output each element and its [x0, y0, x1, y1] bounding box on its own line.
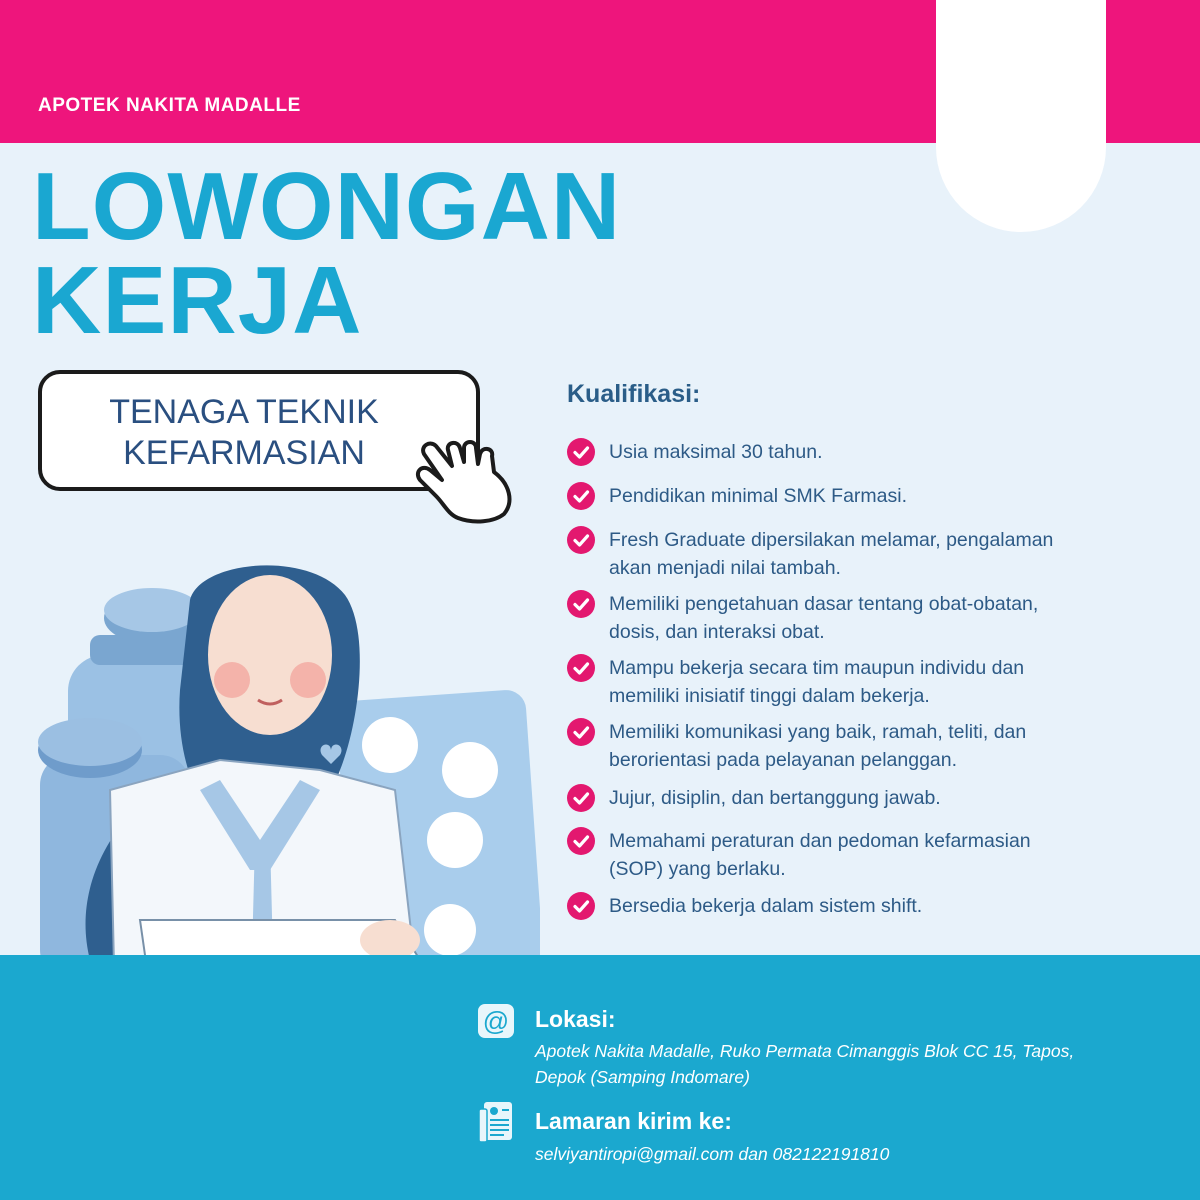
location-address	[535, 1038, 1074, 1090]
qualification-item	[567, 718, 1167, 774]
qualification-text	[609, 892, 922, 920]
check-circle-icon	[567, 482, 595, 510]
qualification-item	[567, 526, 1167, 582]
qualification-line: Pendidikan minimal SMK Farmasi.	[609, 485, 908, 507]
location-address-line-1: Apotek Nakita Madalle, Ruko Permata Cimanggis Blok CC 15, Tapos,	[535, 1041, 1075, 1061]
check-circle-icon	[567, 718, 595, 746]
job-title-line-1: TENAGA TEKNIK	[109, 393, 379, 431]
qualification-line: (SOP) yang berlaku.	[609, 858, 786, 880]
location-address-line-2: Depok (Samping Indomare)	[535, 1067, 750, 1087]
qualification-text	[609, 827, 1031, 883]
svg-text:@: @	[482, 1006, 510, 1036]
qualification-line: Fresh Graduate dipersilakan melamar, pengalaman	[609, 529, 1054, 551]
resume-document-icon	[478, 1101, 514, 1143]
qualification-line: Memahami peraturan dan pedoman kefarmasian	[609, 830, 1031, 852]
check-circle-icon	[567, 892, 595, 920]
qualifications-section	[567, 380, 1167, 917]
qualification-item	[567, 438, 1167, 466]
qualification-item	[567, 590, 1167, 646]
qualification-line: akan menjadi nilai tambah.	[609, 557, 841, 579]
qualification-text	[609, 784, 941, 812]
headline	[32, 153, 622, 354]
apply-title: Lamaran kirim ke:	[535, 1108, 732, 1134]
check-circle-icon	[567, 827, 595, 855]
check-circle-icon	[567, 654, 595, 682]
qualification-text	[609, 526, 1053, 582]
qualification-line: Usia maksimal 30 tahun.	[609, 441, 823, 463]
qualification-text	[609, 438, 823, 466]
qualification-line: Mampu bekerja secara tim maupun individu dan	[609, 657, 1025, 679]
decorative-notch	[936, 0, 1106, 232]
qualification-line: dosis, dan interaksi obat.	[609, 621, 825, 643]
qualification-text	[609, 482, 907, 510]
headline-line-1: LOWONGAN	[32, 153, 622, 260]
headline-line-2: KERJA	[32, 247, 363, 354]
check-circle-icon	[567, 784, 595, 812]
at-icon	[477, 1003, 515, 1039]
apply-contact: selviyantiropi@gmail.com dan 082122191810	[535, 1144, 890, 1164]
qualification-text	[609, 718, 1026, 774]
qualification-text	[609, 590, 1038, 646]
qualification-item	[567, 482, 1167, 510]
check-circle-icon	[567, 590, 595, 618]
qualification-line: Jujur, disiplin, dan bertanggung jawab.	[609, 787, 941, 809]
qualification-line: memiliki inisiatif tinggi dalam bekerja.	[609, 685, 930, 707]
location-title: Lokasi:	[535, 1006, 616, 1032]
qualifications-title: Kualifikasi:	[567, 380, 701, 408]
qualification-line: berorientasi pada pelayanan pelanggan.	[609, 749, 958, 771]
pointing-hand-icon	[414, 432, 518, 524]
qualification-line: Memiliki komunikasi yang baik, ramah, teliti, dan	[609, 721, 1027, 743]
brand-name: APOTEK NAKITA MADALLE	[38, 95, 301, 116]
qualification-item	[567, 654, 1167, 710]
job-title-line-2: KEFARMASIAN	[123, 434, 365, 472]
qualification-item	[567, 892, 1167, 920]
qualification-item	[567, 784, 1167, 812]
check-circle-icon	[567, 526, 595, 554]
check-circle-icon	[567, 438, 595, 466]
qualification-text	[609, 654, 1024, 710]
qualification-line: Memiliki pengetahuan dasar tentang obat-obatan,	[609, 593, 1039, 615]
qualification-line: Bersedia bekerja dalam sistem shift.	[609, 895, 923, 917]
qualification-item	[567, 827, 1167, 883]
